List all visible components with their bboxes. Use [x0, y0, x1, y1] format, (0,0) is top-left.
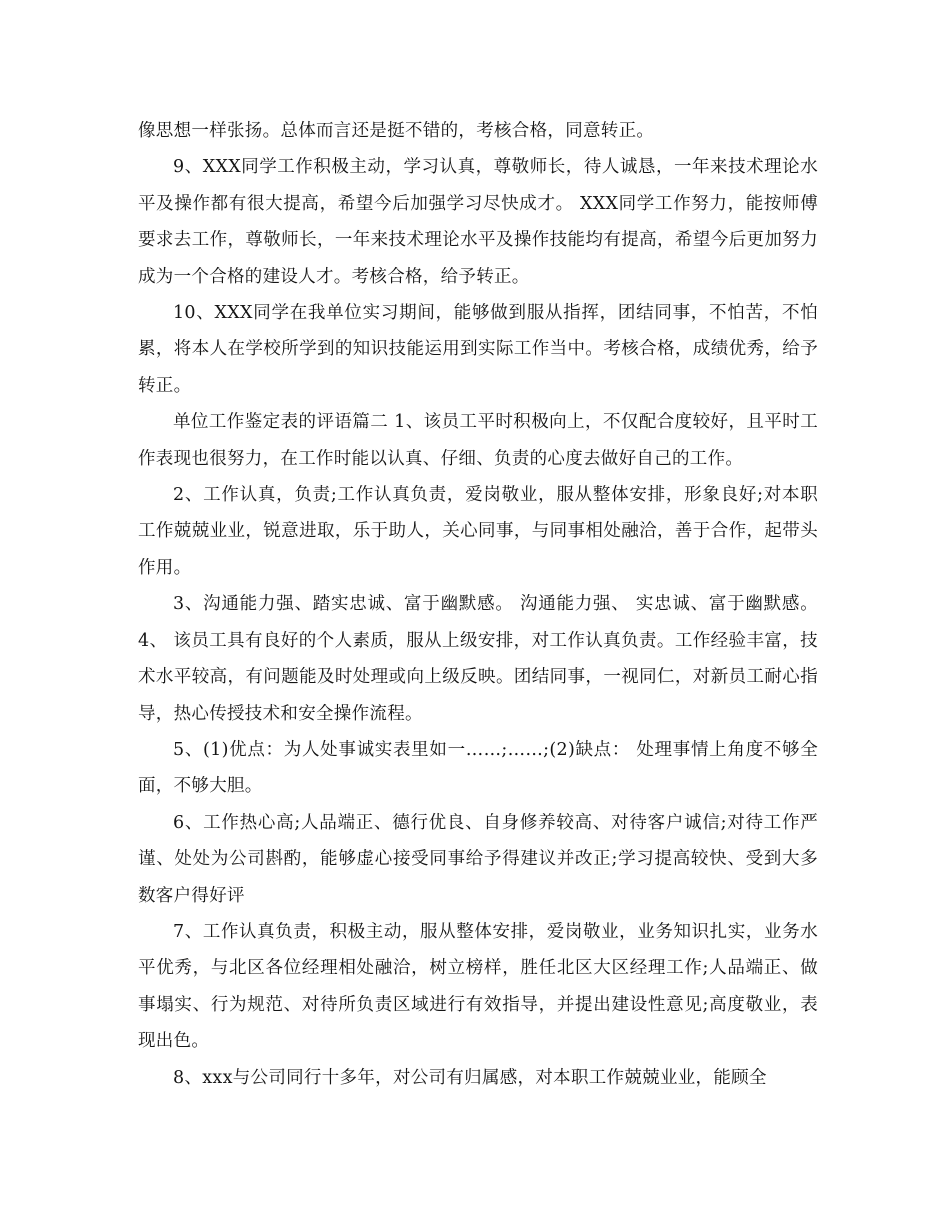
paragraph-item-3: 3、沟通能力强、踏实忠诚、富于幽默感。 沟通能力强、 实忠诚、富于幽默感。4、 该员工具有良好的个人素质，服从上级安排，对工作认真负责。工作经验丰富，技术水平较高，有问题能及时处理或向上级反映。团结同事，一视同仁，对新员工耐心指导，热心传授技术和安全操作流程。 — [138, 594, 818, 724]
paragraph-section-two: 单位工作鉴定表的评语篇二 1、该员工平时积极向上，不仅配合度较好，且平时工作表现也很努力，在工作时能以认真、仔细、负责的心度去做好自己的工作。 — [138, 412, 818, 469]
paragraph-item-7: 7、工作认真负责，积极主动，服从整体安排，爱岗敬业，业务知识扎实，业务水平优秀，与北区各位经理相处融洽，树立榜样，胜任北区大区经理工作;人品端正、做事塌实、行为规范、对待所负责区域进行有效指导，并提出建设性意见;高度敬业，表现出色。 — [138, 921, 818, 1052]
paragraph-item-10: 10、XXX同学在我单位实习期间，能够做到服从指挥，团结同事，不怕苦，不怕累，将本人在学校所学到的知识技能运用到实际工作当中。考核合格，成绩优秀，给予转正。 — [138, 303, 818, 396]
paragraph-item-8: 8、xxx与公司同行十多年，对公司有归属感，对本职工作兢兢业业，能顾全 — [173, 1067, 767, 1088]
paragraph-continuation: 像思想一样张扬。总体而言还是挺不错的，考核合格，同意转正。 — [138, 121, 655, 141]
paragraph-item-6: 6、工作热心高;人品端正、德行优良、自身修养较高、对待客户诚信;对待工作严谨、处处为公司斟酌，能够虚心接受同事给予得建议并改正;学习提高较快、受到大多数客户得好评 — [138, 812, 818, 906]
paragraph-item-9: 9、XXX同学工作积极主动，学习认真，尊敬师长，待人诚恳，一年来技术理论水平及操作都有很大提高，希望今后加强学习尽快成才。 XXX同学工作努力，能按师傅要求去工作，尊敬师长，一年来技术理论水平及操作技能均有提高，希望今后更加努力成为一个合格的建设人才。考核合格，给予转正。 — [138, 157, 818, 287]
paragraph-item-2: 2、工作认真，负责;工作认真负责，爱岗敬业，服从整体安排，形象良好;对本职工作兢兢业业，锐意进取，乐于助人，关心同事，与同事相处融洽，善于合作，起带头作用。 — [138, 485, 818, 578]
document-body — [138, 113, 818, 1096]
paragraph-item-5: 5、(1)优点：为人处事诚实表里如一……;……;(2)缺点： 处理事情上角度不够全面，不够大胆。 — [138, 739, 818, 797]
